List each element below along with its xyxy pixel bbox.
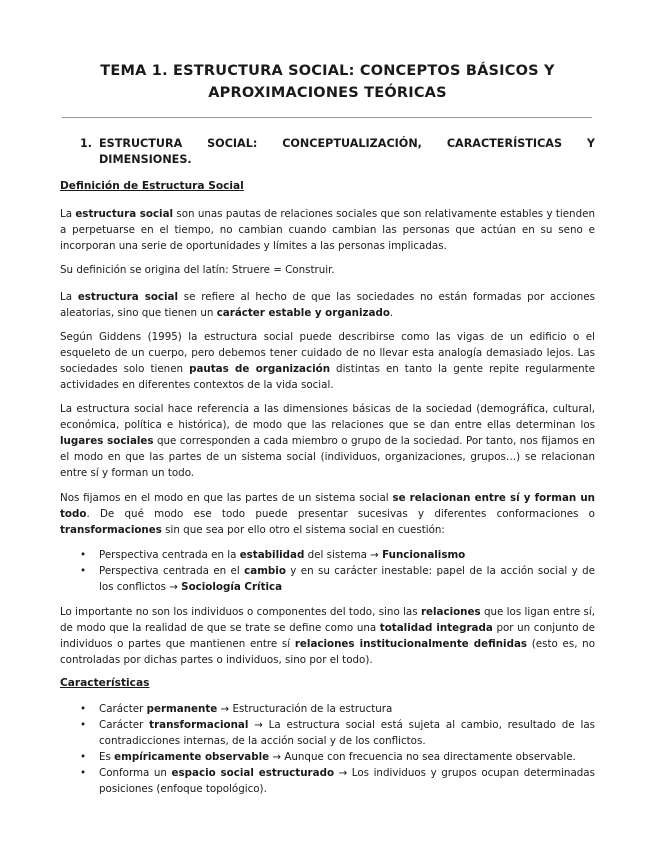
- title-divider: [62, 117, 592, 118]
- list-item: • Conforma un espacio social estructurado → Los individuos y grupos ocupan determinadas posiciones (enfoque topológico).: [80, 767, 595, 795]
- subheading-definicion: Definición de Estructura Social: [60, 180, 244, 192]
- list-item: • Carácter transformacional → La estructura social está sujeta al cambio, resultado de las contradicciones internas, de la acción social y de los conflictos.: [80, 719, 595, 747]
- bullet-icon: •: [80, 703, 87, 715]
- paragraph-6: Nos fijamos en el modo en que las partes de un sistema social se relacionan entre sí y forman un todo. De qué modo ese todo puede presentar sucesivas y diferentes conformaciones o transformaciones sin que sea por ello otro el sistema social en cuestión:: [60, 492, 595, 536]
- bullet-list-perspectives: [60, 547, 595, 595]
- paragraph-4: Según Giddens (1995) la estructura social puede describirse como las vigas de un edificio o el esqueleto de un cuerpo, pero debemos tener cuidado de no llevar esta analogía demasiado lejos. Las sociedades solo tienen pautas de organización distintas en tanto la gente repite regularmente actividades en diferentes contextos de la vida social.: [60, 331, 595, 391]
- list-item: • Carácter permanente → Estructuración de la estructura: [80, 703, 393, 715]
- list-item: • Perspectiva centrada en el cambio y en su carácter inestable: papel de la acción social y de los conflictos → Sociología Crítica: [80, 565, 595, 593]
- subheading-caracteristicas: Características: [60, 677, 150, 689]
- bullet-list-characteristics: [60, 701, 595, 797]
- section-number: 1.: [80, 137, 93, 150]
- bullet-icon: •: [80, 549, 87, 561]
- bullet-icon: •: [80, 751, 87, 763]
- title-line-1: TEMA 1. ESTRUCTURA SOCIAL: CONCEPTOS BÁSICOS Y: [100, 63, 555, 79]
- section-heading: [80, 136, 595, 168]
- paragraph-3: La estructura social se refiere al hecho de que las sociedades no están formadas por acciones aleatorias, sino que tienen un carácter estable y organizado.: [60, 291, 595, 319]
- paragraph-2: Su definición se origina del latín: Struere = Construir.: [60, 264, 335, 276]
- section-title-line-1: ESTRUCTURA SOCIAL: CONCEPTUALIZACIÓN, CARACTERÍSTICAS Y: [99, 137, 595, 150]
- list-item: • Es empíricamente observable → Aunque con frecuencia no sea directamente observable.: [80, 751, 576, 763]
- list-item: • Perspectiva centrada en la estabilidad del sistema → Funcionalismo: [80, 549, 466, 561]
- title-line-2: APROXIMACIONES TEÓRICAS: [208, 85, 447, 101]
- document-title: [60, 60, 595, 104]
- paragraph-1: La estructura social son unas pautas de relaciones sociales que son relativamente estables y tienden a perpetuarse en el tiempo, no cambian cuando cambian las personas que actúan en su seno e incorporan una serie de oportunidades y límites a las personas implicadas.: [60, 208, 595, 252]
- paragraph-5: La estructura social hace referencia a las dimensiones básicas de la sociedad (demográfica, cultural, económica, política e histórica), de modo que las relaciones que se dan entre ellas determinan los lugares sociales que corresponden a cada miembro o grupo de la sociedad. Por tanto, nos fijamos en el modo en que las partes de un sistema social (individuos, organizaciones, grupos…) se relacionan entre sí y forman un todo.: [60, 403, 595, 479]
- section-title-line-2: DIMENSIONES.: [99, 153, 192, 166]
- bullet-icon: •: [80, 565, 87, 577]
- bullet-icon: •: [80, 719, 87, 731]
- bullet-icon: •: [80, 767, 87, 779]
- paragraph-7: Lo importante no son los individuos o componentes del todo, sino las relaciones que los ligan entre sí, de modo que la realidad de que se trate se define como una totalidad integrada por un conjunto de individuos o partes que mantienen entre sí relaciones institucionalmente definidas (esto es, no controladas por dichas partes o individuos, sino por el todo).: [60, 606, 596, 666]
